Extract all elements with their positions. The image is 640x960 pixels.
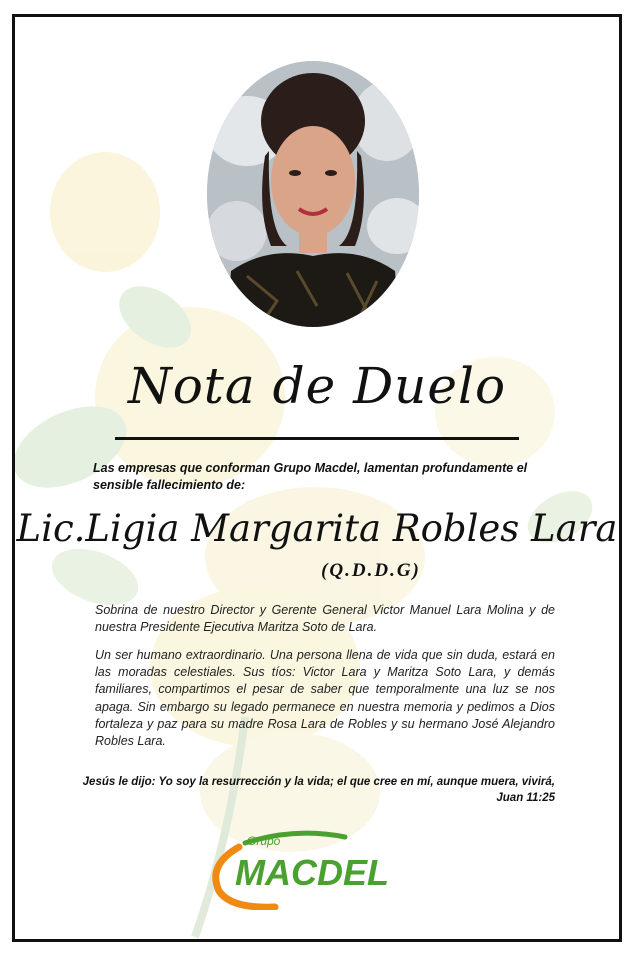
paragraph-relation: Sobrina de nuestro Director y Gerente General Victor Manuel Lara Molina y de nuestra Presidente Ejecutiva Maritza Soto de Lara. [95,603,555,635]
verse-reference: Juan 11:25 [496,792,555,804]
logo-small-text: Grupo [247,834,281,848]
qddg-label: (Q.D.D.G) [321,560,421,581]
title-underline [115,437,519,440]
logo-main-text: MACDEL [235,852,389,893]
page-title: Nota de Duelo [127,357,507,415]
verse-text: Jesús le dijo: Yo soy la resurrección y la vida; el que cree en mí, aunque muera, vivirá, [82,776,555,788]
grupo-macdel-logo [205,825,425,910]
deceased-name: Lic.Ligia Margarita Robles Lara [16,507,618,550]
bible-verse [75,774,555,806]
portrait-photo [207,61,419,327]
rose-top-left [50,152,160,272]
intro-text: Las empresas que conforman Grupo Macdel, lamentan profundamente el sensible fallecimiento de: [93,461,528,492]
card-frame [12,14,622,942]
paragraph-condolence: Un ser humano extraordinario. Una persona llena de vida que sin duda, estará en las moradas celestiales. Sus tíos: Victor Lara y Maritza Soto Lara, y demás familiares, compartimos el pesar de saber que temporalmente una luz se nos apaga. Sin embargo su legado permanece en nuestra memoria y pedimos a Dios fortaleza y paz para su madre Rosa Lara de Robles y su hermano José Alejandro Robles Lara. [95,648,555,749]
